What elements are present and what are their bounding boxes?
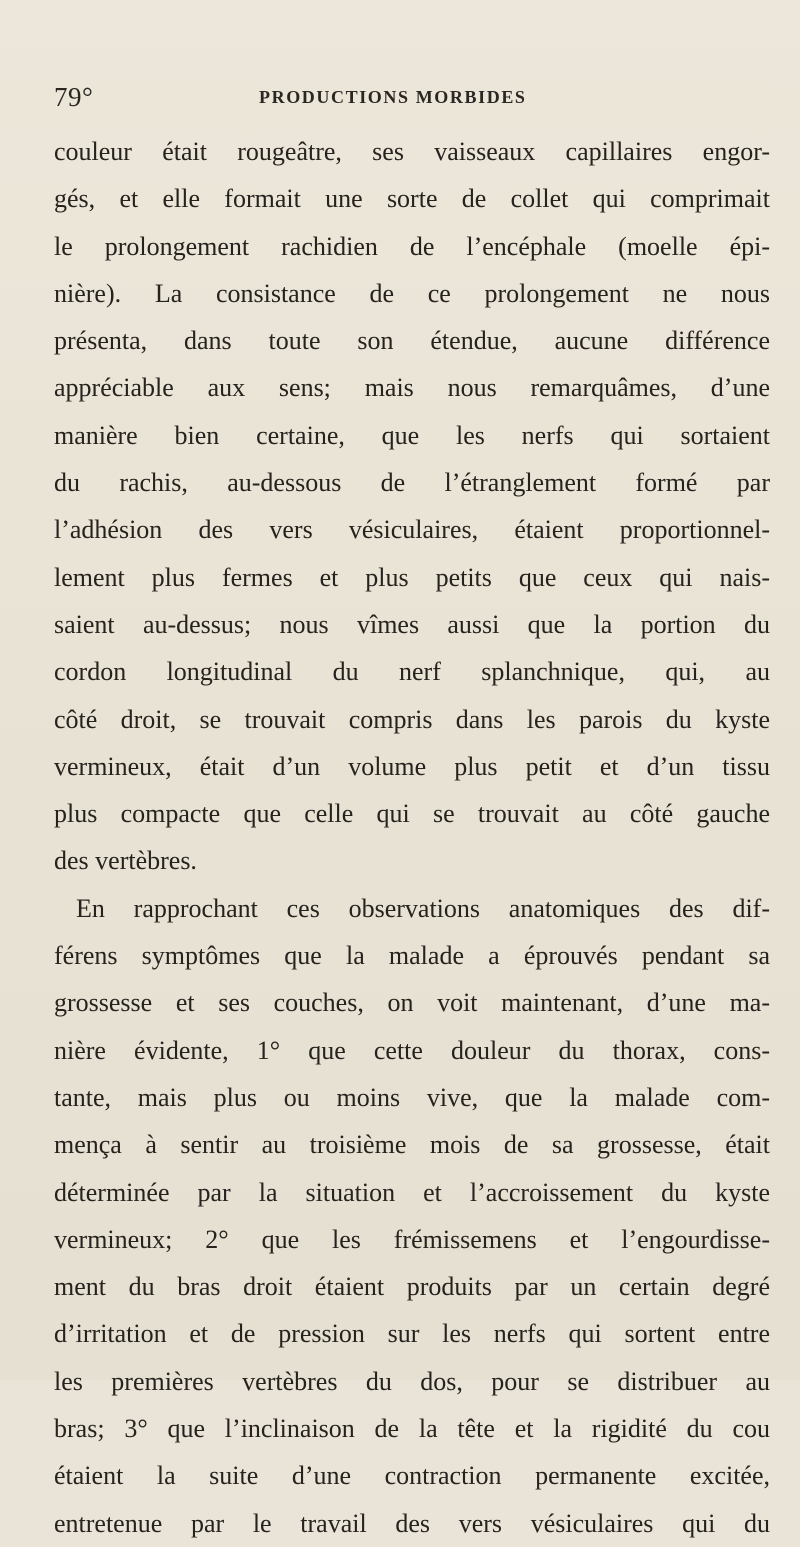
- text-line: plus compacte que celle qui se trouvait au côté gauche: [54, 799, 770, 829]
- text-line: grossesse et ses couches, on voit maintenant, d’une ma-: [54, 988, 770, 1018]
- text-line: mença à sentir au troisième mois de sa grossesse, était: [54, 1130, 770, 1160]
- text-line: vermineux, était d’un volume plus petit et d’un tissu: [54, 751, 770, 781]
- text-line: manière bien certaine, que les nerfs qui sortaient: [54, 420, 770, 450]
- text-line: déterminée par la situation et l’accroissement du kyste: [54, 1177, 770, 1207]
- text-line: gés, et elle formait une sorte de collet qui comprimait: [54, 184, 770, 214]
- text-line: du rachis, au-dessous de l’étranglement formé par: [54, 468, 770, 498]
- text-line: vermineux; 2° que les frémissemens et l’engourdisse-: [54, 1224, 770, 1254]
- text-line: cordon longitudinal du nerf splanchnique, qui, au: [54, 657, 770, 687]
- text-line: couleur était rougeâtre, ses vaisseaux capillaires engor-: [54, 137, 770, 166]
- body-text: [54, 128, 770, 1547]
- text-line: les premières vertèbres du dos, pour se distribuer au: [54, 1366, 770, 1396]
- text-line: entretenue par le travail des vers vésiculaires qui du: [54, 1508, 770, 1538]
- text-line: bras; 3° que l’inclinaison de la tête et la rigidité du cou: [54, 1414, 770, 1444]
- text-line: nière). La consistance de ce prolongement ne nous: [54, 278, 770, 308]
- text-line: des vertèbres.: [54, 846, 197, 876]
- text-line: l’adhésion des vers vésiculaires, étaient proportionnel-: [54, 515, 770, 545]
- running-title: PRODUCTIONS MORBIDES: [259, 87, 527, 107]
- text-line: étaient la suite d’une contraction permanente excitée,: [54, 1461, 770, 1491]
- text-line: En rapprochant ces observations anatomiques des dif-: [76, 893, 770, 923]
- page-number: 79°: [54, 82, 94, 112]
- text-line: appréciable aux sens; mais nous remarquâmes, d’une: [54, 373, 770, 403]
- text-line: saient au-dessus; nous vîmes aussi que la portion du: [54, 609, 770, 639]
- text-line: d’irritation et de pression sur les nerfs qui sortent entre: [54, 1319, 770, 1349]
- paragraph: [54, 885, 770, 1547]
- text-line: tante, mais plus ou moins vive, que la malade com-: [54, 1082, 770, 1112]
- text-line: côté droit, se trouvait compris dans les parois du kyste: [54, 704, 770, 734]
- text-line: férens symptômes que la malade a éprouvés pendant sa: [54, 941, 770, 971]
- text-line: lement plus fermes et plus petits que ceux qui nais-: [54, 562, 770, 592]
- paragraph: [54, 128, 770, 885]
- text-line: nière évidente, 1° que cette douleur du thorax, cons-: [54, 1035, 770, 1065]
- page-header: [54, 82, 774, 122]
- text-line: présenta, dans toute son étendue, aucune différence: [54, 326, 770, 356]
- text-line: le prolongement rachidien de l’encéphale (moelle épi-: [54, 231, 770, 261]
- text-line: ment du bras droit étaient produits par un certain degré: [54, 1272, 770, 1302]
